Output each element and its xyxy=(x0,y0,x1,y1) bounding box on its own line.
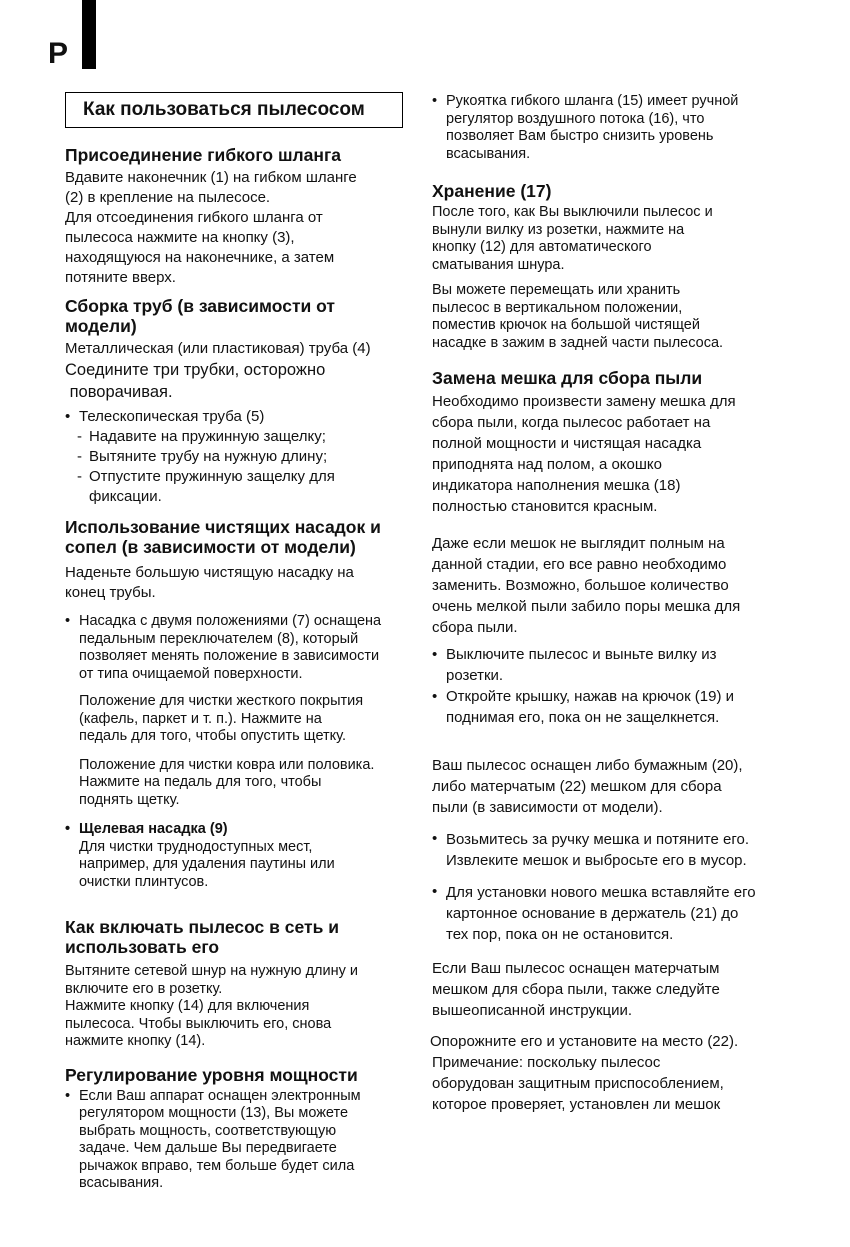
bullet-icon: • xyxy=(432,830,438,847)
text-line: поместив крючок на большой чистящей xyxy=(432,317,700,333)
text-line: Примечание: поскольку пылесос xyxy=(432,1054,661,1071)
right-column xyxy=(432,93,777,1123)
text-line: Вы можете перемещать или хранить xyxy=(432,282,681,298)
page-title: Как пользоваться пылесосом xyxy=(65,92,403,128)
text-line: конец трубы. xyxy=(65,584,156,601)
section-heading: Замена мешка для сбора пыли xyxy=(432,368,703,388)
dash-icon: - xyxy=(77,428,82,445)
text-line: вышеописанной инструкции. xyxy=(432,1002,633,1019)
sub-text: Вытяните трубу на нужную длину; xyxy=(89,448,328,465)
text-line: включите его в розетку. xyxy=(65,980,223,997)
text-line: Вдавите наконечник (1) на гибком шланге xyxy=(65,169,357,186)
sub-text: Отпустите пружинную защелку для xyxy=(89,468,335,485)
text-line: Нажмите кнопку (14) для включения xyxy=(65,998,310,1014)
text-line: Для установки нового мешка вставляйте его xyxy=(446,884,756,901)
list-item xyxy=(65,1088,410,1193)
text-line: индикатора наполнения мешка (18) xyxy=(432,477,681,494)
text-line: полностью становится красным. xyxy=(432,498,658,515)
dash-icon: - xyxy=(77,448,82,465)
section-heading: Использование чистящих насадок и xyxy=(65,517,381,537)
text-line: сбора пыли, когда пылесос работает на xyxy=(432,414,711,431)
list-item xyxy=(432,882,777,945)
list-item xyxy=(65,821,410,891)
text-line: заменить. Возможно, большое количество xyxy=(432,577,729,594)
text-line: Для отсоединения гибкого шланга от xyxy=(65,209,323,226)
text-line: пылесоса нажмите на кнопку (3), xyxy=(65,229,295,246)
paragraph xyxy=(65,757,410,810)
text-line: всасывания. xyxy=(446,145,531,162)
text-line: картонное основание в держатель (21) до xyxy=(446,905,739,922)
text-line: всасывания. xyxy=(79,1175,164,1191)
text-line: от типа очищаемой поверхности. xyxy=(79,665,303,682)
list-item xyxy=(65,427,410,447)
text-line: позволяет менять положение в зависимости xyxy=(79,648,380,664)
list-item xyxy=(432,644,777,686)
list-item xyxy=(432,829,777,871)
text-line: поднимая его, пока он не защелкнется. xyxy=(446,709,720,726)
left-column xyxy=(65,92,410,1201)
text-line: Наденьте большую чистящую насадку на xyxy=(65,564,354,581)
text-line: Извлеките мешок и выбросьте его в мусор. xyxy=(446,852,747,869)
text-line: поднять щетку. xyxy=(79,791,180,808)
text-line: Соедините три трубки, осторожно xyxy=(65,361,326,379)
section-storage xyxy=(432,181,777,352)
section-hose xyxy=(65,145,410,288)
text-line: тех пор, пока он не остановится. xyxy=(446,926,674,943)
text-line: выбрать мощность, соответствующую xyxy=(79,1122,337,1139)
text-line: Выключите пылесос и выньте вилку из xyxy=(446,646,717,663)
section-dust-bag xyxy=(432,368,777,1115)
bullet-icon: • xyxy=(65,821,71,837)
text-line: Положение для чистки ковра или половика. xyxy=(79,756,375,773)
text-line: Вытяните сетевой шнур на нужную длину и xyxy=(65,963,358,979)
text-line: фиксации. xyxy=(89,488,162,505)
text-line: (кафель, паркет и т. п.). Нажмите на xyxy=(79,710,322,727)
text-line: Положение для чистки жесткого покрытия xyxy=(79,693,364,709)
text-line: либо матерчатым (22) мешком для сбора xyxy=(432,778,722,795)
text-line: насадке в зажим в задней части пылесоса. xyxy=(432,334,724,351)
section-power-on xyxy=(65,917,410,1051)
text-line: Для чистки труднодоступных мест, xyxy=(79,838,313,855)
paragraph xyxy=(65,693,410,746)
text-line: позволяет Вам быстро снизить уровень xyxy=(446,128,714,144)
text-line: кнопку (12) для автоматического xyxy=(432,239,652,255)
text-line: вынули вилку из розетки, нажмите на xyxy=(432,221,685,238)
bullet-icon: • xyxy=(432,688,438,705)
text-line: Рукоятка гибкого шланга (15) имеет ручной xyxy=(446,93,739,109)
text-line: задаче. Чем дальше Вы передвигаете xyxy=(79,1140,337,1156)
text-line: очистки плинтусов. xyxy=(79,873,209,890)
text-line: педаль для того, чтобы опустить щетку. xyxy=(79,728,346,744)
section-heading: Как включать пылесос в сеть и xyxy=(65,917,339,937)
text-line: приподнята над полом, а окошко xyxy=(432,456,662,473)
bullet-icon: • xyxy=(65,408,71,425)
text-line: Металлическая (или пластиковая) труба (4) xyxy=(65,340,371,357)
text-line: педальным переключателем (8), который xyxy=(79,630,359,647)
bullet-icon: • xyxy=(432,646,438,663)
text-line: оборудован защитным приспособлением, xyxy=(432,1075,724,1092)
section-heading: Сборка труб (в зависимости от модели) xyxy=(65,296,335,336)
section-heading: Регулирование уровня мощности xyxy=(65,1064,358,1085)
bullet-icon: • xyxy=(65,1087,71,1104)
text-line: мешком для сбора пыли, также следуйте xyxy=(432,981,720,998)
section-nozzles xyxy=(65,517,410,891)
text-line: пылесос в вертикальном положении, xyxy=(432,299,683,316)
text-line: Если Ваш пылесос оснащен матерчатым xyxy=(432,960,720,977)
list-item xyxy=(432,686,777,728)
text-line: сматывания шнура. xyxy=(432,256,565,273)
bullet-icon: • xyxy=(432,93,438,109)
text-line: После того, как Вы выключили пылесос и xyxy=(432,204,713,220)
text-line: поворачивая. xyxy=(65,383,173,401)
list-item xyxy=(65,467,410,487)
language-tab-bar xyxy=(82,0,96,69)
text-line: регулятор воздушного потока (16), что xyxy=(446,110,705,127)
text-line: нажмите кнопку (14). xyxy=(65,1033,206,1049)
text-line: данной стадии, его все равно необходимо xyxy=(432,556,727,573)
section-heading: использовать его xyxy=(65,937,220,957)
text-line: потяните вверх. xyxy=(65,269,176,286)
text-line: Опорожните его и установите на место (22). xyxy=(430,1033,739,1050)
text-line: Щелевая насадка (9) xyxy=(79,821,228,837)
list-item xyxy=(65,447,410,467)
text-line: Возьмитесь за ручку мешка и потяните его. xyxy=(446,831,749,848)
bullet-icon: • xyxy=(432,883,438,900)
section-heading: Хранение (17) xyxy=(432,181,552,201)
text-line: Необходимо произвести замену мешка для xyxy=(432,393,736,410)
list-item xyxy=(432,93,777,163)
text-line: Насадка с двумя положениями (7) оснащена xyxy=(79,613,382,629)
text-line: которое проверяет, установлен ли мешок xyxy=(432,1096,721,1113)
section-tubes xyxy=(65,296,410,507)
bullet-icon: • xyxy=(65,613,71,629)
text-line: Нажмите на педаль для того, чтобы xyxy=(79,774,322,790)
text-line: например, для удаления паутины или xyxy=(79,856,335,872)
page-language-letter: P xyxy=(48,37,69,70)
text-line: пылесоса. Чтобы выключить его, снова xyxy=(65,1015,332,1032)
text-line: Если Ваш аппарат оснащен электронным xyxy=(79,1087,361,1104)
text-line: Откройте крышку, нажав на крючок (19) и xyxy=(446,688,735,705)
list-item xyxy=(65,407,410,427)
text-line: (2) в крепление на пылесосе. xyxy=(65,189,271,206)
section-heading: Присоединение гибкого шланга xyxy=(65,145,341,165)
text-line: розетки. xyxy=(446,667,504,684)
section-power-level xyxy=(65,1065,410,1193)
dash-icon: - xyxy=(77,468,82,485)
text-line: пыли (в зависимости от модели). xyxy=(432,799,663,816)
text-line: Даже если мешок не выглядит полным на xyxy=(432,535,725,552)
text-line: сбора пыли. xyxy=(432,619,518,636)
bullet-text: Телескопическая труба (5) xyxy=(79,408,265,425)
text-line: очень мелкой пыли забило поры мешка для xyxy=(432,598,741,615)
section-heading: сопел (в зависимости от модели) xyxy=(65,537,356,557)
text-line: Ваш пылесос оснащен либо бумажным (20), xyxy=(432,757,743,774)
text-line: рычажок вправо, тем больше будет сила xyxy=(79,1157,355,1174)
text-line: находящуюся на наконечнике, а затем xyxy=(65,249,335,266)
list-item xyxy=(65,613,410,683)
text-line: регулятором мощности (13), Вы можете xyxy=(79,1105,349,1121)
text-line: полной мощности и чистящая насадка xyxy=(432,435,702,452)
sub-text: Надавите на пружинную защелку; xyxy=(89,428,326,445)
